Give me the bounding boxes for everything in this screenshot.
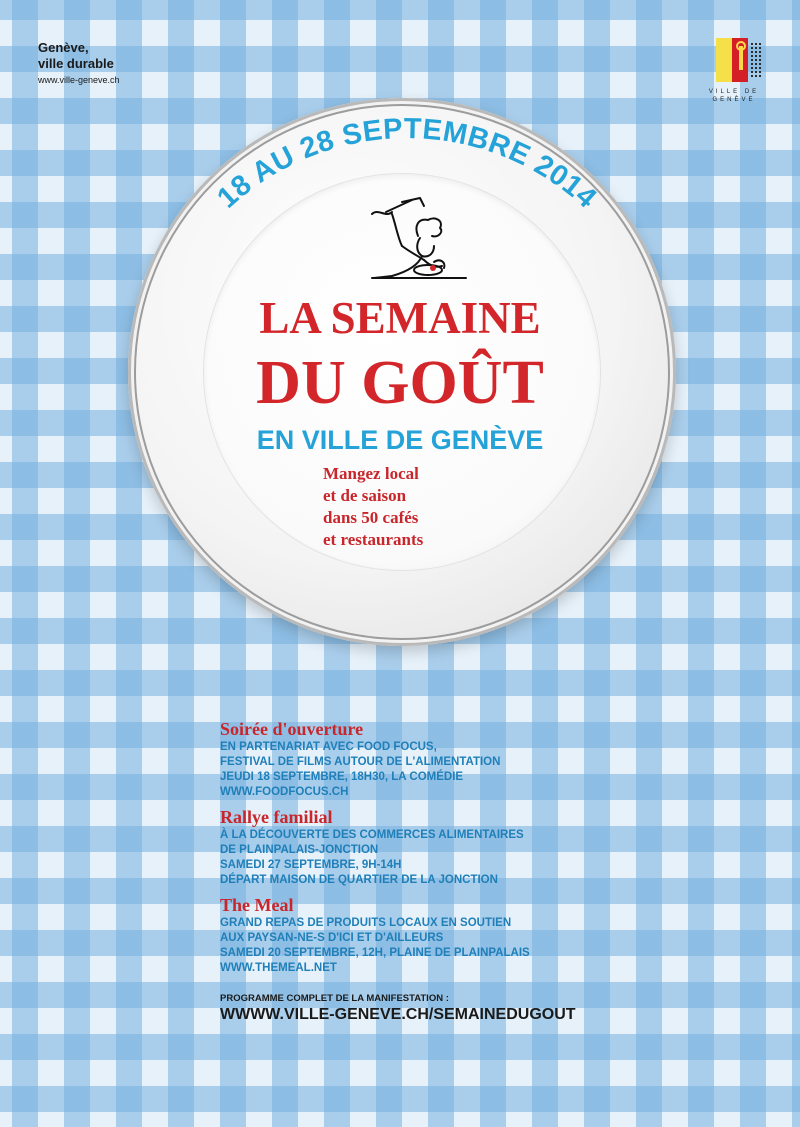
event-line: FESTIVAL DE FILMS AUTOUR DE L'ALIMENTATION <box>220 756 501 768</box>
event-link[interactable]: WWW.THEMEAL.NET <box>220 962 337 974</box>
event-line: JEUDI 18 SEPTEMBRE, 18H30, LA COMÉDIE <box>220 771 464 783</box>
tagline-line: dans 50 cafés <box>323 508 419 527</box>
tagline-line: Mangez local <box>323 464 419 483</box>
event-title: Soirée d'ouverture <box>220 719 364 739</box>
event-title: Rallye familial <box>220 807 333 827</box>
title-line-2: DU GOÛT <box>256 349 544 417</box>
tagline <box>323 463 423 551</box>
event-line: AUX PAYSAN-NE-S D'ICI ET D'AILLEURS <box>220 932 444 944</box>
event-opening <box>220 718 780 800</box>
event-line: DE PLAINPALAIS-JONCTION <box>220 844 379 856</box>
logo-name-line-1: VILLE DE <box>708 89 760 95</box>
event-the-meal <box>220 894 780 976</box>
event-link[interactable]: WWW.FOODFOCUS.CH <box>220 786 349 798</box>
event-line: À LA DÉCOUVERTE DES COMMERCES ALIMENTAIRES <box>220 829 524 841</box>
header-line-2: ville durable <box>38 56 114 71</box>
tagline-line: et de saison <box>323 486 407 505</box>
event-title: The Meal <box>220 895 294 915</box>
event-dates: 18 AU 28 SEPTEMBRE 2014 <box>211 113 603 215</box>
logo-name-line-2: GENÈVE <box>712 97 756 103</box>
event-line: EN PARTENARIAT AVEC FOOD FOCUS, <box>220 741 437 753</box>
header-line-1: Genève, <box>38 40 89 55</box>
subtitle: EN VILLE DE GENÈVE <box>256 425 544 455</box>
event-line: GRAND REPAS DE PRODUITS LOCAUX EN SOUTIEN <box>220 917 512 929</box>
tagline-line: et restaurants <box>323 530 424 549</box>
program-link[interactable]: WWWW.VILLE-GENEVE.CH/SEMAINEDUGOUT <box>220 1006 576 1023</box>
chef-cheek <box>430 265 436 271</box>
event-rallye <box>220 806 780 888</box>
header-website-link[interactable]: www.ville-geneve.ch <box>38 75 120 85</box>
events-list <box>220 712 780 1025</box>
title-line-1: LA SEMAINE <box>259 293 541 343</box>
event-line: SAMEDI 27 SEPTEMBRE, 9H-14H <box>220 859 402 871</box>
chef-illustration <box>362 196 468 292</box>
program-label: PROGRAMME COMPLET DE LA MANIFESTATION : <box>220 993 449 1004</box>
event-line: DÉPART MAISON DE QUARTIER DE LA JONCTION <box>220 874 498 886</box>
event-line: SAMEDI 20 SEPTEMBRE, 12H, PLAINE DE PLAINPALAIS <box>220 947 530 959</box>
